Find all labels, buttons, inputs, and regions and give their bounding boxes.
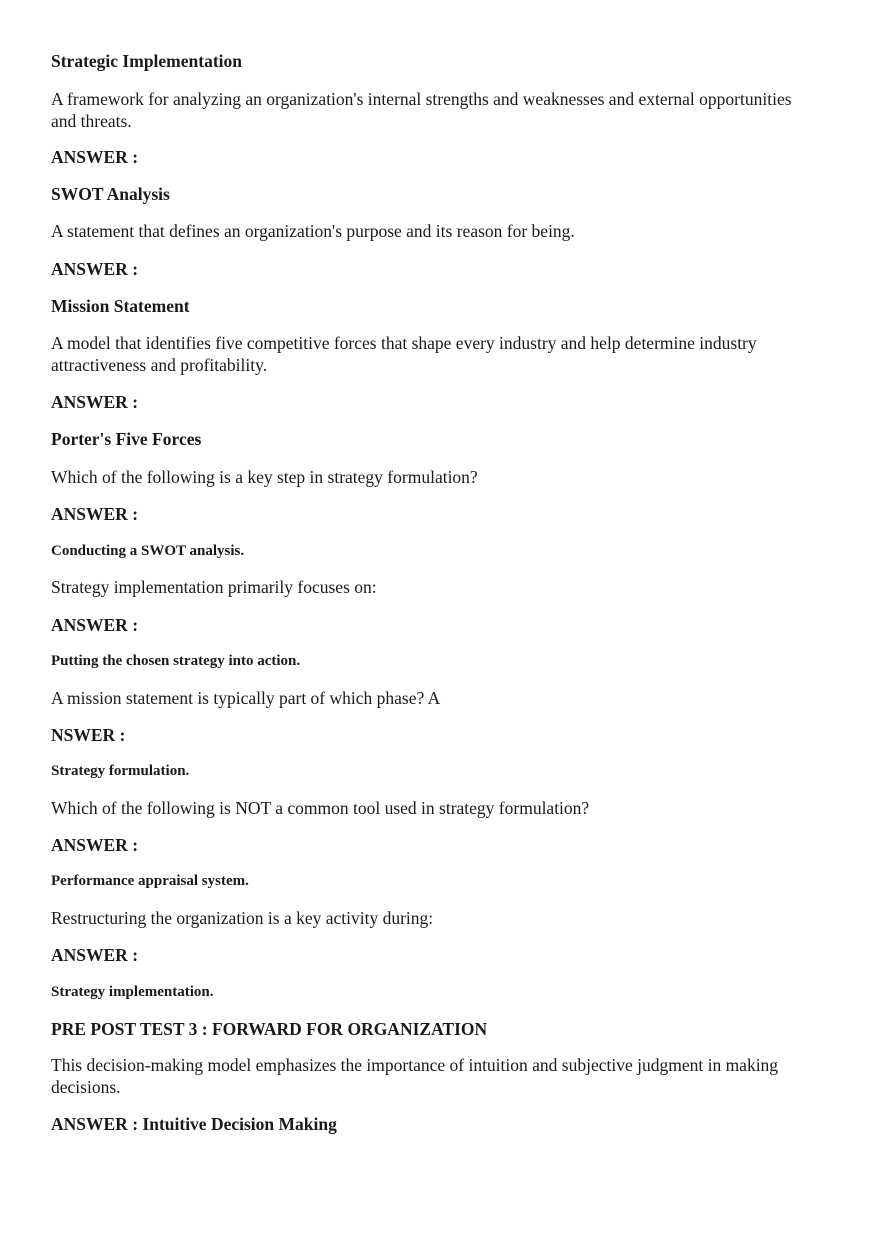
answer-text: Performance appraisal system. (51, 873, 249, 889)
answer-label: ANSWER : (51, 835, 139, 855)
answer-label: ANSWER : (51, 259, 139, 279)
answer-text: Putting the chosen strategy into action. (51, 653, 301, 669)
answer-label: ANSWER : (51, 392, 139, 412)
answer-label: ANSWER : (51, 945, 139, 965)
question-text: A model that identifies five competitive forces that shape every industry and help determine industry attractiveness and profitability. (51, 333, 757, 375)
section-heading: PRE POST TEST 3 : FORWARD FOR ORGANIZATION (51, 1019, 488, 1039)
answer-label: ANSWER : (51, 504, 139, 524)
question-text: A statement that defines an organization's purpose and its reason for being. (51, 221, 575, 241)
answer-line: ANSWER : Intuitive Decision Making (51, 1114, 337, 1134)
section-heading: Strategic Implementation (51, 51, 243, 71)
question-text: This decision-making model emphasizes the importance of intuition and subjective judgment in making decisions. (51, 1055, 779, 1097)
answer-label: ANSWER : (51, 615, 139, 635)
question-text: Restructuring the organization is a key activity during: (51, 908, 434, 928)
answer-text: Mission Statement (51, 296, 190, 316)
question-text: A mission statement is typically part of which phase? A (51, 688, 441, 708)
question-text: Which of the following is NOT a common tool used in strategy formulation? (51, 798, 590, 818)
answer-text: Porter's Five Forces (51, 429, 202, 449)
question-text: Strategy implementation primarily focuses on: (51, 577, 377, 597)
answer-text: Conducting a SWOT analysis. (51, 543, 245, 559)
answer-text: Strategy implementation. (51, 984, 214, 1000)
answer-text: SWOT Analysis (51, 184, 170, 204)
question-text: Which of the following is a key step in strategy formulation? (51, 467, 478, 487)
answer-text: Strategy formulation. (51, 763, 190, 779)
answer-label: NSWER : (51, 725, 126, 745)
question-text: A framework for analyzing an organization's internal strengths and weaknesses and external opportunities and threats. (51, 89, 792, 131)
answer-label: ANSWER : (51, 147, 139, 167)
